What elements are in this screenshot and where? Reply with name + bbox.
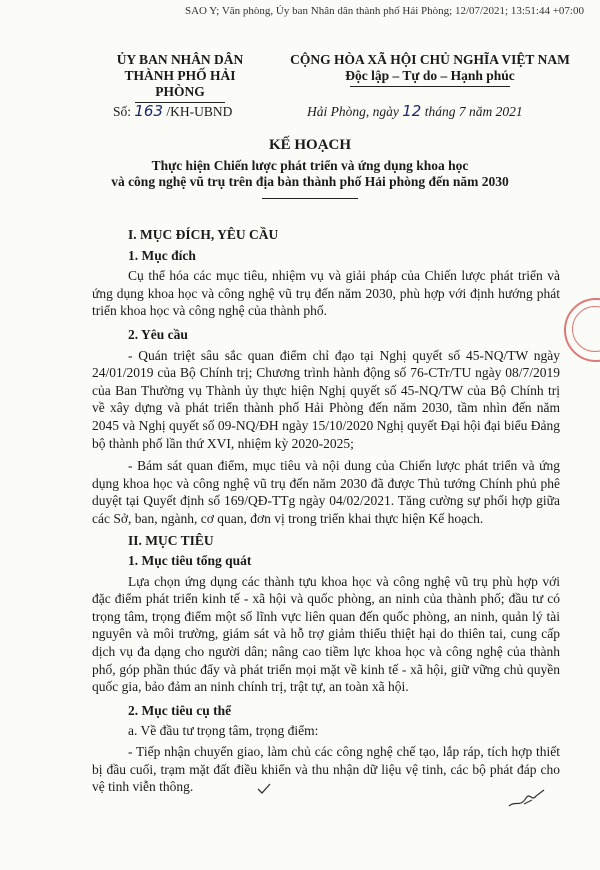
section-1-1-heading: 1. Mục đích [128, 247, 196, 263]
date-prefix: Hải Phòng, ngày [307, 104, 403, 119]
requirement-paragraph-2: - Bám sát quan điểm, mục tiêu và nội dung của Chiến lược phát triển và ứng dụng khoa học và công nghệ vũ trụ đến năm 2030 đã được Thủ tướng Chính phủ phê duyệt tại Quyết định số 169/QĐ-TTg ngày 04/02/2021. Tăng cường sự phối hợp giữa các Sở, ban, ngành, cơ quan, đơn vị trong triển khai thực hiện Kế hoạch. [92, 458, 560, 526]
red-seal-stamp [564, 298, 600, 362]
date-handwritten-day: 12 [402, 102, 422, 120]
motto-underline [350, 86, 510, 87]
place-and-date [307, 102, 523, 120]
specific-objective-paragraph-1: - Tiếp nhận chuyển giao, làm chủ các công nghệ chế tạo, lắp ráp, tích hợp thiết bị đầu cuối, trạm mặt đất điều khiển và thu nhận dữ liệu vệ tinh, các bộ phát đáp cho vệ tinh viễn thông. [92, 744, 560, 795]
authority-line-2: THÀNH PHỐ HẢI PHÒNG [124, 68, 236, 99]
document-title: KẾ HOẠCH [268, 137, 352, 153]
requirement-paragraph-1: - Quán triệt sâu sắc quan điểm chỉ đạo tại Nghị quyết số 45-NQ/TW ngày 24/01/2019 của Bộ Chính trị; Chương trình hành động số 76-CTr/TU ngày 08/7/2019 của Ban Thường vụ Thành ủy thực hiện Nghị quyết số 45-NQ/TW của Bộ Chính trị về xây dựng và phát triển thành phố Hải Phòng đến năm 2030, tầm nhìn đến năm 2045 và Nghị quyết số 09-NQ/ĐH ngày 15/10/2020 Nghị quyết Đại hội đại biểu Đảng bộ thành phố lần thứ XVI, nhiệm kỳ 2020-2025; [92, 347, 560, 451]
subtitle-line-1: Thực hiện Chiến lược phát triển và ứng dụng khoa học [151, 158, 469, 173]
section-2-1-heading: 1. Mục tiêu tổng quát [128, 553, 252, 569]
docno-handwritten-number: 163 [134, 102, 164, 120]
purpose-paragraph: Cụ thể hóa các mục tiêu, nhiệm vụ và giải pháp của Chiến lược phát triển và ứng dụng khoa học và công nghệ vũ trụ đến năm 2030, phù hợp với định hướng phát triển khoa học và công nghệ của thành phố. [92, 268, 560, 319]
general-objective-paragraph: Lựa chọn ứng dụng các thành tựu khoa học và công nghệ vũ trụ phù hợp với đặc điểm phát triển kinh tế - xã hội và quốc phòng, an ninh của thành phố; đầu tư có trọng tâm, trọng điểm một số lĩnh vực liên quan đến quốc phòng, an ninh, quản lý tài nguyên và môi trường, giám sát và hỗ trợ giảm thiểu thiệt hại do thiên tai, cung cấp dịch vụ đa dạng cho người dân; nâng cao tiềm lực khoa học và công nghệ của thành phố, góp phần thúc đẩy và phát triển mọi mặt về kinh tế - xã hội, giữ vững chủ quyền quốc gia, bảo đảm an ninh chính trị, trật tự, an toàn xã hội. [92, 573, 560, 695]
digital-copy-stamp: SAO Y; Văn phòng, Ủy ban Nhân dân thành phố Hải Phòng; 12/07/2021; 13:51:44 +07:00 [184, 5, 584, 17]
date-suffix: tháng 7 năm 2021 [421, 104, 523, 119]
authority-line-1: ỦY BAN NHÂN DÂN [116, 52, 244, 67]
document-body [92, 226, 560, 796]
subtitle-underline [262, 198, 358, 199]
issuing-authority [105, 52, 255, 103]
document-number [113, 102, 232, 120]
subtitle-line-2: và công nghệ vũ trụ trên địa bàn thành phố Hải phòng đến năm 2030 [111, 174, 509, 189]
docno-prefix: Số: [113, 104, 135, 119]
docno-suffix: /KH-UBND [163, 104, 233, 119]
section-1-2-heading: 2. Yêu cầu [128, 326, 188, 342]
document-subtitle [80, 158, 540, 190]
check-mark-icon [256, 782, 272, 796]
nation-name: CỘNG HÒA XÃ HỘI CHỦ NGHĨA VIỆT NAM [290, 52, 570, 67]
section-1-heading: I. MỤC ĐÍCH, YÊU CẦU [128, 227, 279, 242]
section-2-2-heading: 2. Mục tiêu cụ thể [128, 702, 232, 718]
section-2-heading: II. MỤC TIÊU [128, 532, 214, 548]
national-header [285, 52, 575, 87]
national-motto: Độc lập – Tự do – Hạnh phúc [345, 68, 515, 83]
initial-signature [506, 786, 546, 812]
subsection-a: a. Về đầu tư trọng tâm, trọng điểm: [128, 723, 319, 739]
